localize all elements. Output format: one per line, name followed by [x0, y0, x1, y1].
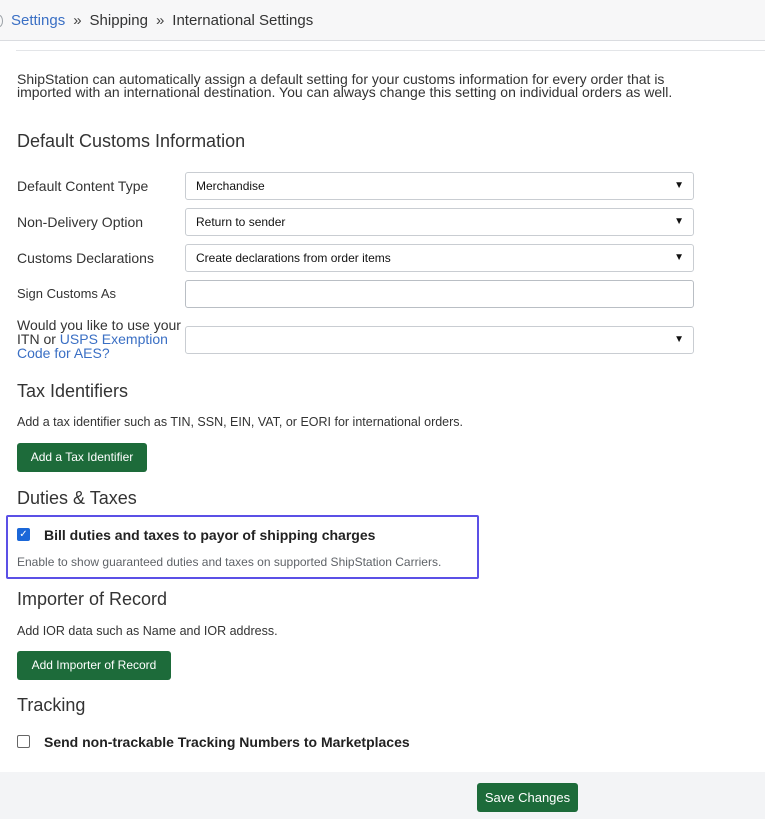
declarations-select[interactable] [185, 244, 694, 272]
content-type-select[interactable] [185, 172, 694, 200]
non-delivery-value: Return to sender [196, 215, 286, 229]
duties-note: Enable to show guaranteed duties and taxes on supported ShipStation Carriers. [17, 555, 442, 569]
sidebar-edge-icon [0, 15, 3, 27]
breadcrumb-separator-icon: » [73, 12, 82, 29]
content-type-label: Default Content Type [17, 178, 149, 194]
add-importer-button[interactable]: Add Importer of Record [17, 651, 171, 680]
non-trackable-label: Send non-trackable Tracking Numbers to Marketplaces [44, 734, 410, 750]
non-trackable-checkbox[interactable] [17, 735, 30, 748]
chevron-down-icon: ▼ [674, 180, 684, 191]
section-title-customs: Default Customs Information [17, 131, 246, 151]
declarations-label: Customs Declarations [17, 250, 154, 266]
breadcrumb-current: International Settings [172, 12, 314, 29]
bill-duties-checkbox[interactable]: ✓ [17, 528, 30, 541]
bill-duties-label: Bill duties and taxes to payor of shipping charges [44, 527, 376, 543]
chevron-down-icon: ▼ [674, 334, 684, 345]
declarations-value: Create declarations from order items [196, 251, 391, 265]
section-title-tax: Tax Identifiers [17, 381, 129, 401]
intro-text: ShipStation can automatically assign a default setting for your customs information for every order that is imported with an international destination. You can always change this setting on individual orders as well. [17, 71, 673, 100]
chevron-down-icon: ▼ [674, 216, 684, 227]
breadcrumb-shipping[interactable]: Shipping [89, 12, 148, 29]
itn-label [17, 318, 187, 360]
breadcrumb [11, 12, 313, 29]
tax-description: Add a tax identifier such as TIN, SSN, EIN, VAT, or EORI for international orders. [17, 415, 464, 429]
highlight-box [6, 515, 479, 579]
footer-bar [0, 772, 765, 819]
content-type-value: Merchandise [196, 179, 265, 193]
sign-as-input[interactable] [185, 280, 694, 308]
sign-as-label: Sign Customs As [17, 286, 116, 301]
itn-label-text: Would you like to use your ITN or [17, 317, 181, 347]
breadcrumb-settings-link[interactable]: Settings [11, 12, 66, 29]
usps-exemption-link[interactable]: USPS Exemption Code for AES? [17, 331, 168, 361]
non-delivery-select[interactable] [185, 208, 694, 236]
section-title-duties: Duties & Taxes [17, 488, 137, 508]
divider [16, 50, 765, 51]
non-delivery-label: Non-Delivery Option [17, 214, 144, 230]
chevron-down-icon: ▼ [674, 252, 684, 263]
page-header [0, 0, 765, 41]
breadcrumb-separator-icon: » [155, 12, 165, 29]
importer-description: Add IOR data such as Name and IOR address. [17, 624, 278, 638]
itn-select[interactable] [185, 326, 694, 354]
section-title-tracking: Tracking [17, 695, 86, 715]
add-tax-identifier-button[interactable]: Add a Tax Identifier [17, 443, 147, 472]
save-changes-button[interactable]: Save Changes [477, 783, 578, 812]
section-title-importer: Importer of Record [17, 589, 168, 609]
